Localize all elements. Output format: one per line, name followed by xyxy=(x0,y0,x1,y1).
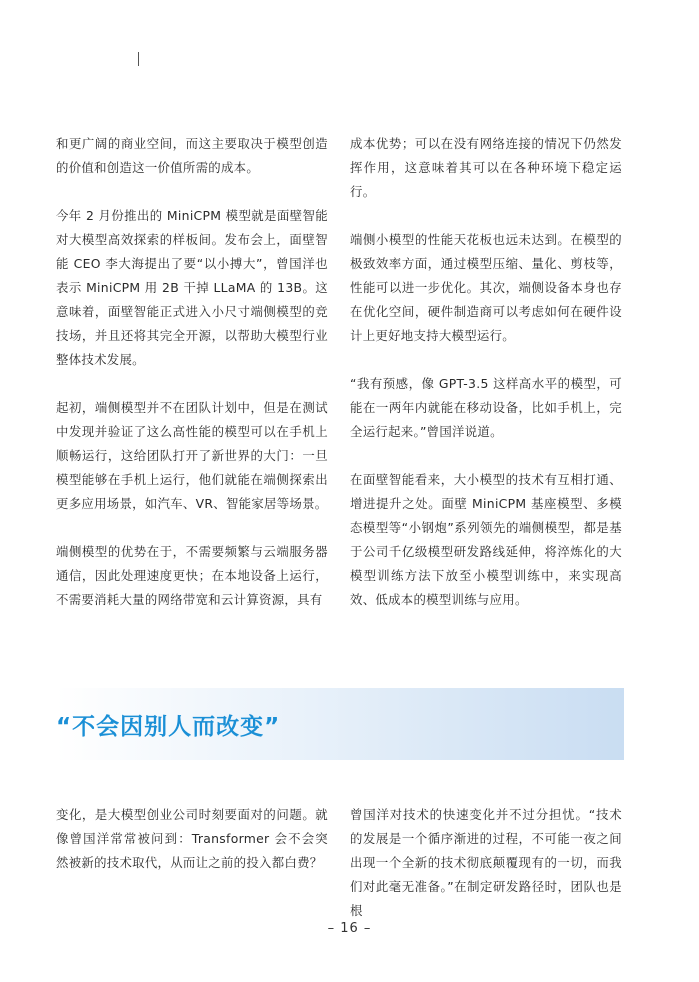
header-divider-mark xyxy=(138,52,139,66)
paragraph: 曾国洋对技术的快速变化并不过分担忧。“技术的发展是一个循序渐进的过程，不可能一夜之间出现一个全新的技术彻底颠覆现有的一切，而我们对此毫无准备。”在制定研发路径时，团队也是根 xyxy=(350,807,622,918)
paragraph: 成本优势；可以在没有网络连接的情况下仍然发挥作用，这意味着其可以在各种环境下稳定运行。 xyxy=(350,136,622,199)
right-column-lower xyxy=(350,803,622,923)
right-column xyxy=(350,132,622,612)
section-title: “不会因别人而改变” xyxy=(56,714,281,740)
section-banner xyxy=(56,688,624,760)
paragraph: 端侧模型的优势在于，不需要频繁与云端服务器通信，因此处理速度更快；在本地设备上运行，不需要消耗大量的网络带宽和云计算资源，具有 xyxy=(56,544,328,607)
paragraph: “我有预感，像 GPT-3.5 这样高水平的模型，可能在一两年内就能在移动设备，比如手机上，完全运行起来。”曾国洋说道。 xyxy=(350,376,622,439)
paragraph: 和更广阔的商业空间，而这主要取决于模型创造的价值和创造这一价值所需的成本。 xyxy=(56,136,328,175)
paragraph: 在面壁智能看来，大小模型的技术有互相打通、增进提升之处。面壁 MiniCPM 基座模型、多模态模型等“小钢炮”系列领先的端侧模型，都是基于公司千亿级模型研发路线延伸，将淬炼化的大模型训练方法下放至小模型训练中，来实现高效、低成本的模型训练与应用。 xyxy=(350,472,622,607)
left-column xyxy=(56,132,328,612)
left-column-lower xyxy=(56,803,328,875)
page-number: – 16 – xyxy=(327,921,372,936)
paragraph: 起初，端侧模型并不在团队计划中，但是在测试中发现并验证了这么高性能的模型可以在手机上顺畅运行，这给团队打开了新世界的大门：一旦模型能够在手机上运行，他们就能在端侧探索出更多应用场景，如汽车、VR、智能家居等场景。 xyxy=(56,400,328,511)
paragraph: 变化，是大模型创业公司时刻要面对的问题。就像曾国洋常常被问到：Transformer 会不会突然被新的技术取代，从而让之前的投入都白费？ xyxy=(56,807,328,870)
paragraph: 端侧小模型的性能天花板也远未达到。在模型的极致效率方面，通过模型压缩、量化、剪枝等，性能可以进一步优化。其次，端侧设备本身也存在优化空间，硬件制造商可以考虑如何在硬件设计上更好地支持大模型运行。 xyxy=(350,232,622,343)
paragraph: 今年 2 月份推出的 MiniCPM 模型就是面壁智能对大模型高效探索的样板间。发布会上，面壁智能 CEO 李大海提出了要“以小搏大”，曾国洋也表示 MiniCPM 用 2B 干掉 LLaMA 的 13B。这意味着，面壁智能正式进入小尺寸端侧模型的竞技场，并且还将其完全开源，以帮助大模型行业整体技术发展。 xyxy=(56,208,328,367)
